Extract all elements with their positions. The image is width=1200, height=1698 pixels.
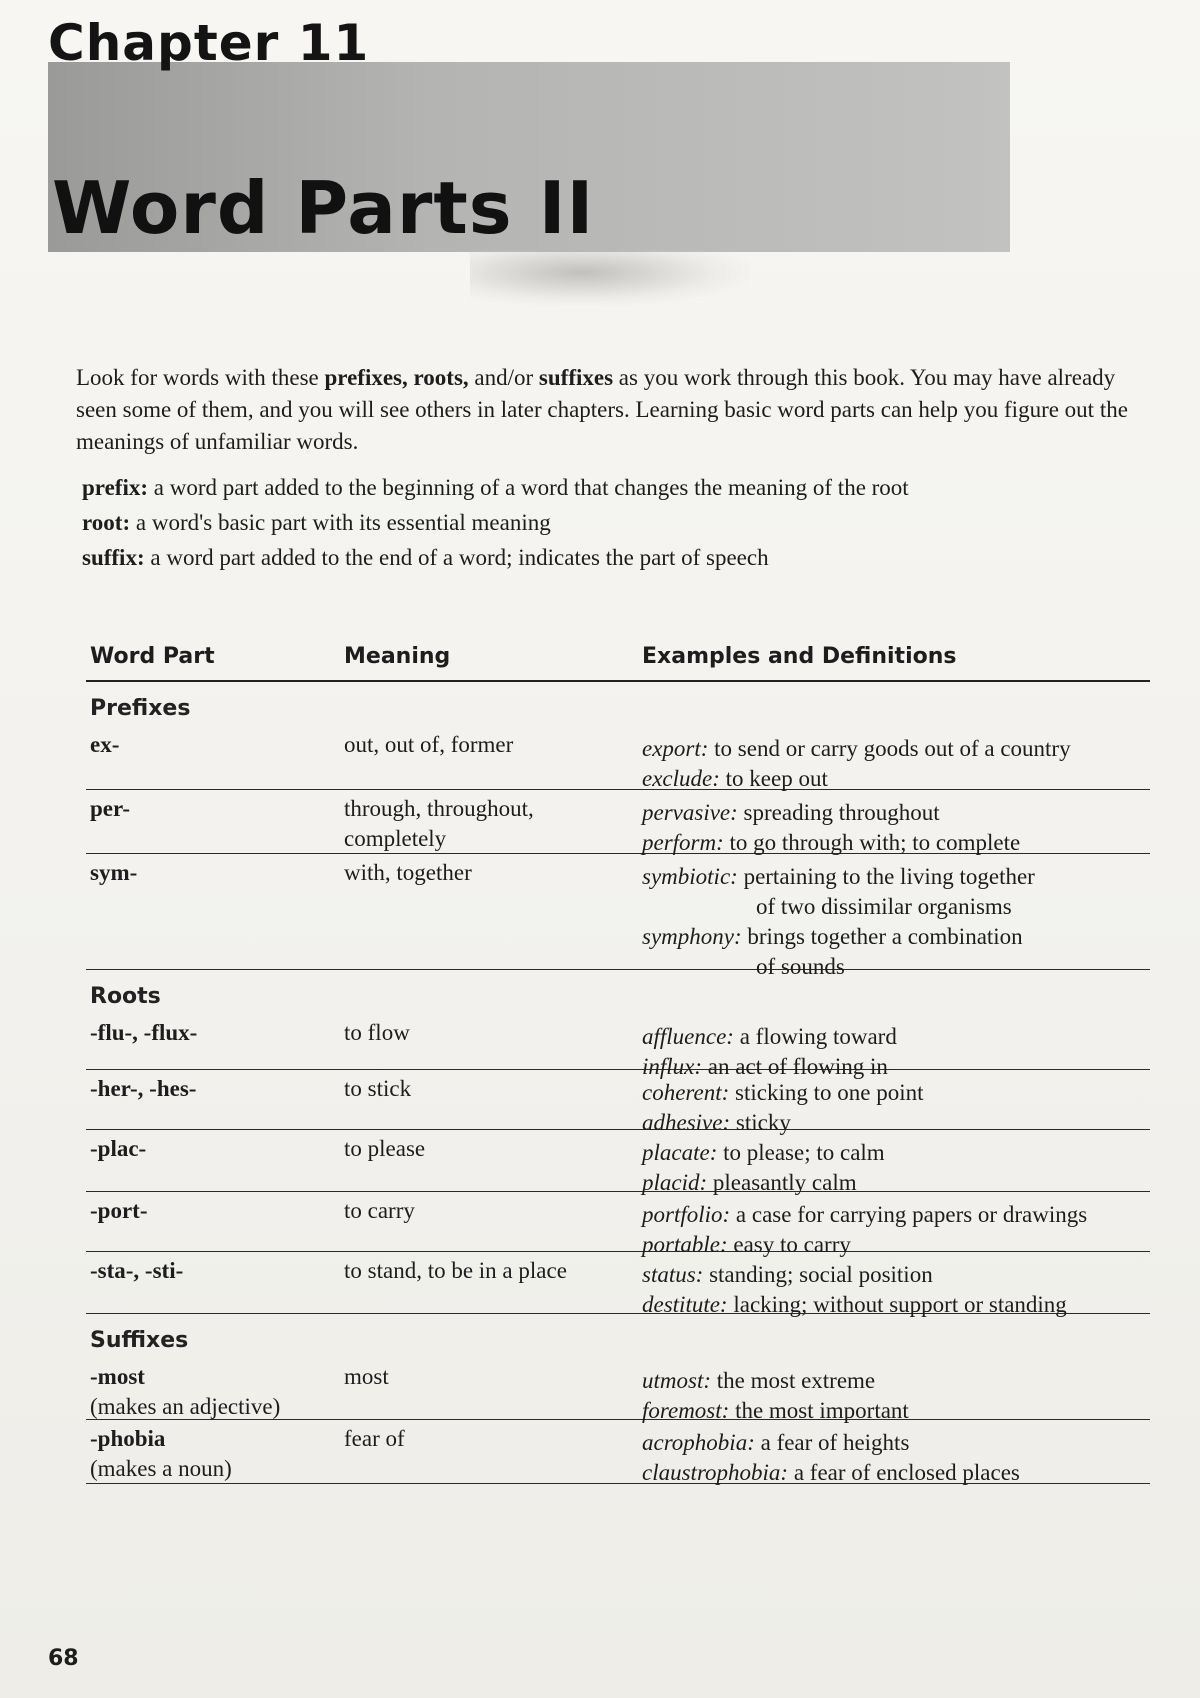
examples-cell (642, 1260, 1162, 1320)
example-entry (642, 862, 1162, 922)
example-definition: a fear of enclosed places (788, 1460, 1020, 1485)
meaning-cell: to flow (344, 1020, 410, 1045)
examples-cell (642, 1428, 1162, 1488)
example-definition: pleasantly calm (707, 1170, 857, 1195)
table-row (86, 790, 1150, 854)
example-entry (642, 1366, 1162, 1396)
example-definition: to please; to calm (717, 1140, 885, 1165)
word-parts-table (86, 636, 1150, 1484)
example-definition: an act of flowing in (702, 1054, 888, 1079)
table-body (86, 682, 1150, 1484)
section-title: Suffixes (90, 1328, 189, 1353)
definition-text: a word's basic part with its essential meaning (130, 510, 551, 535)
example-word: pervasive: (642, 800, 738, 825)
definition-prefix (82, 470, 1122, 505)
example-definition: sticky (730, 1110, 791, 1135)
examples-cell (642, 798, 1162, 858)
word-part: -port- (90, 1198, 148, 1223)
example-definition: the most important (729, 1398, 909, 1423)
table-row (86, 1420, 1150, 1484)
examples-cell (642, 1200, 1162, 1260)
print-smudge (470, 250, 750, 306)
definition-term: root: (82, 510, 131, 535)
table-row (86, 1252, 1150, 1317)
definition-term: suffix: (82, 545, 145, 570)
example-word: placid: (642, 1170, 708, 1195)
definition-text: a word part added to the beginning of a word that changes the meaning of the root (148, 475, 909, 500)
example-definition: brings together a combination (741, 924, 1023, 949)
word-part-cell (90, 1134, 330, 1164)
header-word-part: Word Part (90, 644, 215, 669)
example-entry (642, 1428, 1162, 1458)
intro-text-middle: and/or (468, 365, 539, 390)
example-word: adhesive: (642, 1110, 731, 1135)
example-entry (642, 1200, 1162, 1230)
example-definition: pertaining to the living together (737, 864, 1035, 889)
example-definition: easy to carry (727, 1232, 851, 1257)
example-entry (642, 734, 1162, 764)
word-part: -sta-, -sti- (90, 1258, 184, 1283)
word-part-cell (90, 858, 330, 888)
example-entry (642, 1078, 1162, 1108)
table-row (86, 1192, 1150, 1257)
word-part-cell (90, 1424, 330, 1484)
example-definition: a case for carrying papers or drawings (730, 1202, 1088, 1227)
word-part-note: (makes a noun) (90, 1456, 232, 1481)
header-examples: Examples and Definitions (642, 644, 957, 669)
example-definition: a fear of heights (754, 1430, 910, 1455)
examples-cell (642, 1138, 1162, 1198)
intro-bold-suffixes: suffixes (538, 365, 614, 390)
example-entry (642, 1138, 1162, 1168)
table-row (86, 854, 1150, 979)
example-word: symbiotic: (642, 864, 738, 889)
example-definition-continued: of two dissimilar organisms (756, 894, 1012, 919)
section-title: Roots (90, 984, 161, 1009)
meaning-cell: to carry (344, 1198, 415, 1223)
example-definition: spreading throughout (737, 800, 940, 825)
word-part-cell (90, 730, 330, 760)
example-word: destitute: (642, 1292, 728, 1317)
example-definition: lacking; without support or standing (727, 1292, 1067, 1317)
word-part: per- (90, 796, 131, 821)
word-part-cell (90, 1074, 330, 1104)
word-part-cell (90, 1018, 330, 1048)
examples-cell (642, 1078, 1162, 1138)
example-word: influx: (642, 1054, 703, 1079)
examples-cell (642, 862, 1162, 982)
example-definition: a flowing toward (733, 1024, 897, 1049)
examples-cell (642, 1366, 1162, 1426)
example-word: foremost: (642, 1398, 730, 1423)
word-part: -her-, -hes- (90, 1076, 197, 1101)
word-part-note: (makes an adjective) (90, 1394, 281, 1419)
definition-text: a word part added to the end of a word; indicates the part of speech (144, 545, 769, 570)
example-entry (642, 1022, 1162, 1052)
meaning-cell: through, throughout, completely (344, 796, 534, 851)
table-row (86, 1130, 1150, 1195)
meaning-cell: most (344, 1364, 389, 1389)
word-part: ex- (90, 732, 120, 757)
example-definition: the most extreme (711, 1368, 876, 1393)
definition-suffix (82, 540, 1122, 575)
page-number: 68 (48, 1646, 79, 1671)
example-definition: to keep out (719, 766, 828, 791)
example-word: exclude: (642, 766, 720, 791)
word-part: -flu-, -flux- (90, 1020, 198, 1045)
example-word: coherent: (642, 1080, 730, 1105)
header-meaning: Meaning (344, 644, 451, 669)
example-word: perform: (642, 830, 724, 855)
meaning-cell: fear of (344, 1426, 405, 1451)
example-word: utmost: (642, 1368, 711, 1393)
definitions-list (82, 470, 1122, 575)
example-definition: standing; social position (703, 1262, 933, 1287)
word-part: sym- (90, 860, 138, 885)
example-entry (642, 1260, 1162, 1290)
table-row (86, 1070, 1150, 1135)
word-part-cell (90, 1256, 330, 1286)
word-part: -phobia (90, 1426, 166, 1451)
table-row (86, 726, 1150, 790)
example-word: acrophobia: (642, 1430, 755, 1455)
example-word: portfolio: (642, 1202, 731, 1227)
intro-text-before: Look for words with these (76, 365, 325, 390)
definition-term: prefix: (82, 475, 149, 500)
table-row (86, 1014, 1150, 1079)
word-part-cell (90, 794, 330, 824)
example-definition: sticking to one point (729, 1080, 924, 1105)
example-word: claustrophobia: (642, 1460, 789, 1485)
example-entry (642, 1458, 1162, 1488)
word-part-cell (90, 1196, 330, 1226)
meaning-cell: to stick (344, 1076, 412, 1101)
example-definition-continued: of sounds (756, 954, 845, 979)
example-entry (642, 1290, 1162, 1320)
intro-bold-terms: prefixes, roots, (324, 365, 469, 390)
example-word: affluence: (642, 1024, 734, 1049)
example-word: symphony: (642, 924, 742, 949)
examples-cell (642, 734, 1162, 794)
definition-root (82, 505, 1122, 540)
meaning-cell: to stand, to be in a place (344, 1258, 567, 1283)
word-part: -most (90, 1364, 145, 1389)
example-entry (642, 798, 1162, 828)
example-word: portable: (642, 1232, 728, 1257)
example-word: status: (642, 1262, 704, 1287)
word-part: -plac- (90, 1136, 147, 1161)
chapter-title: Word Parts II (52, 166, 595, 250)
table-row (86, 1358, 1150, 1423)
meaning-cell: with, together (344, 860, 472, 885)
example-entry (642, 922, 1162, 982)
example-definition: to go through with; to complete (723, 830, 1021, 855)
example-word: export: (642, 736, 709, 761)
table-header (86, 636, 1150, 682)
intro-text-after: as you work through this book. You may have already seen some of them, and you will see others in later chapters. Learning basic word parts can help you figure out the meanings of unfamiliar words. (76, 365, 1128, 454)
meaning-cell: out, out of, former (344, 732, 514, 757)
word-part-cell (90, 1362, 330, 1422)
section-title: Prefixes (90, 696, 191, 721)
example-word: placate: (642, 1140, 718, 1165)
chapter-label: Chapter 11 (48, 14, 370, 72)
meaning-cell: to please (344, 1136, 426, 1161)
intro-paragraph (76, 362, 1136, 458)
example-definition: to send or carry goods out of a country (708, 736, 1071, 761)
